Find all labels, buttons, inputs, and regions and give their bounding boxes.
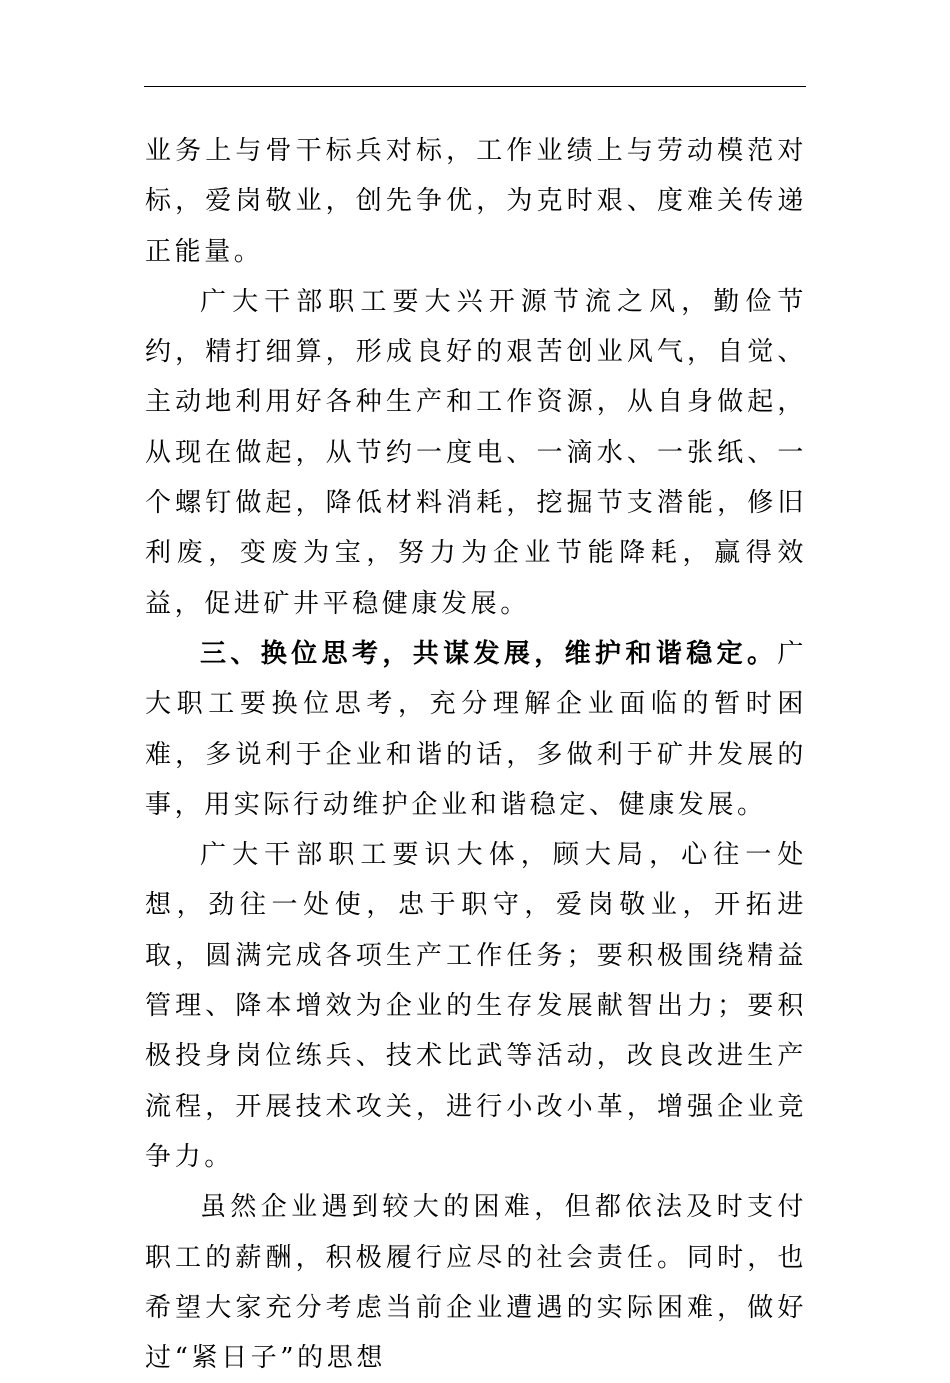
paragraph-1-text: 业务上与骨干标兵对标，工作业绩上与劳动模范对标，爱岗敬业，创先争优，为克时艰、度难关传递正能量。: [145, 136, 807, 267]
paragraph-3: [145, 629, 807, 830]
paragraph-3-text: 广大职工要换位思考，充分理解企业面临的暂时困难，多说利于企业和谐的话，多做利于矿井发展的事，用实际行动维护企业和谐稳定、健康发展。: [145, 638, 807, 820]
paragraph-2-text: 广大干部职工要大兴开源节流之风，勤俭节约，精打细算，形成良好的艰苦创业风气，自觉、主动地利用好各种生产和工作资源，从自身做起，从现在做起，从节约一度电、一滴水、一张纸、一个螺钉做起，降低材料消耗，挖掘节支潜能，修旧利废，变废为宝，努力为企业节能降耗，赢得效益，促进矿井平稳健康发展。: [145, 286, 807, 619]
paragraph-1: [145, 126, 807, 277]
paragraph-4: [145, 830, 807, 1182]
paragraph-5: [145, 1182, 807, 1383]
header-rule: [144, 86, 806, 87]
document-body: [145, 126, 807, 1383]
paragraph-4-text: 广大干部职工要识大体，顾大局，心往一处想，劲往一处使，忠于职守，爱岗敬业，开拓进取，圆满完成各项生产工作任务；要积极围绕精益管理、降本增效为企业的生存发展献智出力；要积极投身岗位练兵、技术比武等活动，改良改进生产流程，开展技术攻关，进行小改小革，增强企业竞争力。: [145, 840, 807, 1172]
paragraph-5-text: 虽然企业遇到较大的困难，但都依法及时支付职工的薪酬，积极履行应尽的社会责任。同时，也希望大家充分考虑当前企业遭遇的实际困难，做好过“紧日子”的思想: [145, 1192, 807, 1374]
section-heading: 三、换位思考，共谋发展，维护和谐稳定。: [200, 638, 778, 669]
paragraph-2: [145, 277, 807, 629]
